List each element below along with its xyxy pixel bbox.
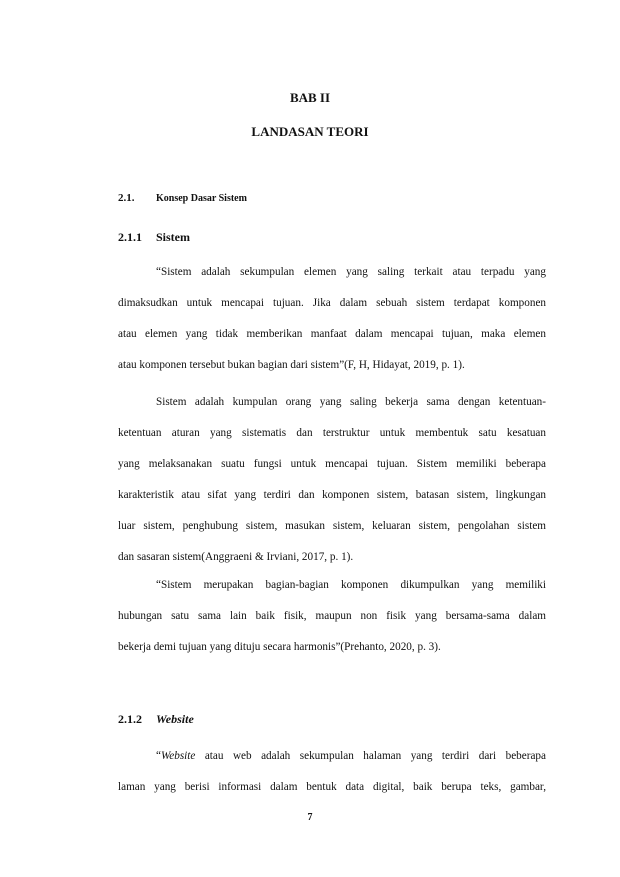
- section-2-1-2-heading: [118, 712, 194, 727]
- section-2-1-1-number: 2.1.1: [118, 230, 142, 244]
- paragraph-line: karakteristik atau sifat yang terdiri dan komponen sistem, batasan sistem, lingkungan: [118, 489, 546, 501]
- section-2-1-number: 2.1.: [118, 192, 135, 204]
- paragraph-line: atau elemen yang tidak memberikan manfaat dalam mencapai tujuan, maka elemen: [118, 328, 546, 340]
- paragraph-4: [118, 741, 546, 803]
- section-2-1-1-heading: [118, 230, 190, 245]
- open-quote: “: [156, 750, 161, 762]
- paragraph-line: dan sasaran sistem(Anggraeni & Irviani, 2017, p. 1).: [118, 551, 354, 563]
- chapter-title: LANDASAN TEORI: [251, 124, 369, 139]
- paragraph-line: luar sistem, penghubung sistem, masukan sistem, keluaran sistem, pengolahan sistem: [118, 520, 546, 532]
- paragraph-line: laman yang berisi informasi dalam bentuk data digital, baik berupa teks, gambar,: [118, 781, 546, 793]
- paragraph-line: yang melaksanakan suatu fungsi untuk mencapai tujuan. Sistem memiliki beberapa: [118, 458, 546, 470]
- paragraph-2: [118, 387, 546, 573]
- section-2-1-2-title: Website: [156, 712, 194, 726]
- page-number: 7: [307, 812, 313, 823]
- paragraph-line: bekerja demi tujuan yang dituju secara harmonis”(Prehanto, 2020, p. 3).: [118, 641, 441, 653]
- section-2-1-1-title: Sistem: [156, 230, 190, 244]
- paragraph-line-rest: atau web adalah sekumpulan halaman yang terdiri dari beberapa: [195, 750, 546, 762]
- paragraph-line: dimaksudkan untuk mencapai tujuan. Jika dalam sebuah sistem terdapat komponen: [118, 297, 546, 309]
- paragraph-line: Sistem adalah kumpulan orang yang saling bekerja sama dengan ketentuan-: [156, 396, 546, 408]
- paragraph-line: hubungan satu sama lain baik fisik, maupun non fisik yang bersama-sama dalam: [118, 610, 546, 622]
- section-2-1-2-number: 2.1.2: [118, 712, 142, 726]
- chapter-number: BAB II: [289, 90, 331, 105]
- paragraph-line: “Sistem merupakan bagian-bagian komponen dikumpulkan yang memiliki: [156, 579, 546, 591]
- section-2-1-heading: [118, 192, 247, 204]
- paragraph-3: [118, 570, 546, 663]
- paragraph-line: ketentuan aturan yang sistematis dan terstruktur untuk membentuk satu kesatuan: [118, 427, 546, 439]
- section-2-1-title: Konsep Dasar Sistem: [156, 193, 247, 204]
- paragraph-line: [118, 741, 546, 772]
- paragraph-line: atau komponen tersebut bukan bagian dari sistem”(F, H, Hidayat, 2019, p. 1).: [118, 359, 465, 371]
- website-term: Website: [160, 750, 196, 762]
- paragraph-1: [118, 257, 546, 381]
- paragraph-line: “Sistem adalah sekumpulan elemen yang saling terkait atau terpadu yang: [156, 266, 546, 278]
